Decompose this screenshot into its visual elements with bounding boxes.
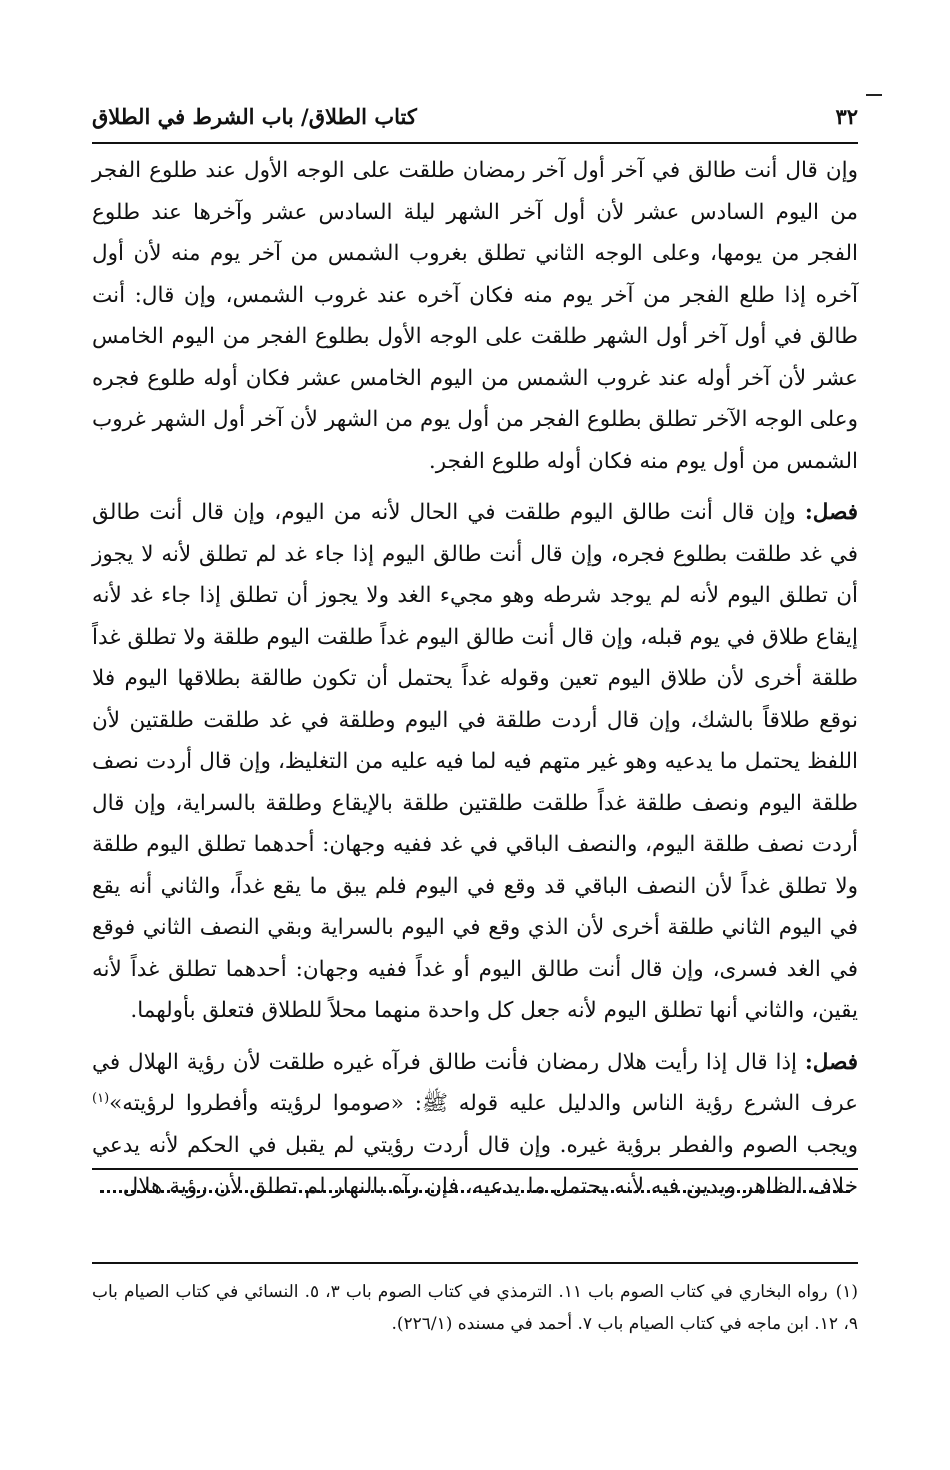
running-head [92,96,858,136]
footnote [92,1276,858,1340]
section-lead: فصل: [804,1049,858,1075]
footnote-rule [92,1262,858,1264]
paragraph-3 [92,1042,858,1208]
main-text [92,150,858,1218]
section-lead: فصل: [804,500,858,525]
text-end-rule [92,1168,858,1170]
paragraph-2-text: وإن قال أنت طالق اليوم طلقت في الحال لأنه من اليوم، وإن قال أنت طالق في غد طلقت بطلوع فجره، وإن قال أنت طالق اليوم إذا جاء غد لم تطلق لأنه لا يجوز أن تطلق اليوم لأنه لم يوجد شرطه وهو مجيء الغد ولا يجوز أن تطلق إذا جاء غد لأنه إيقاع طلاق في يوم قبله، وإن قال أنت طالق اليوم غداً طلقت اليوم طلقة ولا تطلق غداً طلقة أخرى لأن طلاق اليوم تعين وقوله غداً يحتمل أن تكون طالقة بطلاقها اليوم فلا نوقع طلاقاً بالشك، وإن قال أردت طلقة في اليوم وطلقة في غد طلقت طلقتين لأن اللفظ يحتمل ما يدعيه وهو غير متهم فيه لما فيه عليه من التغليظ، وإن قال أردت نصف طلقة اليوم ونصف طلقة غداً طلقت طلقتين طلقة بالإيقاع وطلقة بالسراية، وإن قال أردت نصف طلقة اليوم، والنصف الباقي في غد ففيه وجهان: أحدهما تطلق اليوم طلقة ولا تطلق غداً لأن النصف الباقي قد وقع في اليوم فلم يبق ما يقع غداً، والثاني أنه يقع في اليوم الثاني طلقة أخرى لأن الذي وقع في اليوم بالسراية وبقي النصف الثاني فوقع في الغد فسرى، وإن قال أنت طالق اليوم أو غداً ففيه وجهان: أحدهما تطلق غداً لأنه يقين، والثاني أنها تطلق اليوم لأنه جعل كل واحدة منهما محلاً للطلاق فتعلق بأولهما. [92,500,858,1023]
paragraph-3-text-a: إذا قال إذا رأيت هلال رمضان فأنت طالق فرآه غيره طلقت لأن رؤية الهلال في عرف الشرع رؤية الناس والدليل عليه قوله ﷺ: «صوموا لرؤيته وأفطروا لرؤيته» [92,1049,858,1116]
page-number: ٣٢ [835,103,858,129]
corner-mark [866,94,882,96]
paragraph-3-text-b: ويجب الصوم والفطر برؤية غيره. وإن قال أردت رؤيتي لم يقبل في الحكم لأنه يدعي خلاف الظاهر ويدين فيه لأنه يحتمل ما يدعيه، فإن رآه بالنهار لم تطلق لأن رؤية هلال [92,1132,858,1199]
running-title: كتاب الطلاق/ باب الشرط في الطلاق [92,103,417,129]
paragraph-1: وإن قال أنت طالق في آخر أول آخر رمضان طلقت على الوجه الأول عند طلوع الفجر من اليوم السادس عشر لأن أول آخر الشهر ليلة السادس عشر وآخرها عند طلوع الفجر من يومها، وعلى الوجه الثاني تطلق بغروب الشمس من آخر يوم منه لأن أول آخره إذا طلع الفجر من آخر يوم منه فكان آخره عند غروب الشمس، وإن قال: أنت طالق في أول آخر أول الشهر طلقت على الوجه الأول بطلوع الفجر من اليوم الخامس عشر لأن آخر أوله عند غروب الشمس من اليوم الخامس عشر فكان أوله طلوع فجره وعلى الوجه الآخر تطلق بطلوع الفجر من أول يوم من الشهر لأن آخر أول الشهر غروب الشمس من أول يوم منه فكان أوله طلوع الفجر. [92,158,858,474]
paragraph-2 [92,492,858,1032]
footnote-text: رواه البخاري في كتاب الصوم باب ١١. الترمذي في كتاب الصوم باب ٣، ٥. النسائي في كتاب الصيام باب ٩، ١٢. ابن ماجه في كتاب الصيام باب ٧. أحمد في مسنده (٢٢٦/١). [92,1282,858,1334]
footnote-ref[interactable]: (١) [92,1090,110,1106]
header-rule [92,142,858,144]
dotted-separator [100,1190,850,1213]
footnote-number: (١) [835,1282,858,1302]
